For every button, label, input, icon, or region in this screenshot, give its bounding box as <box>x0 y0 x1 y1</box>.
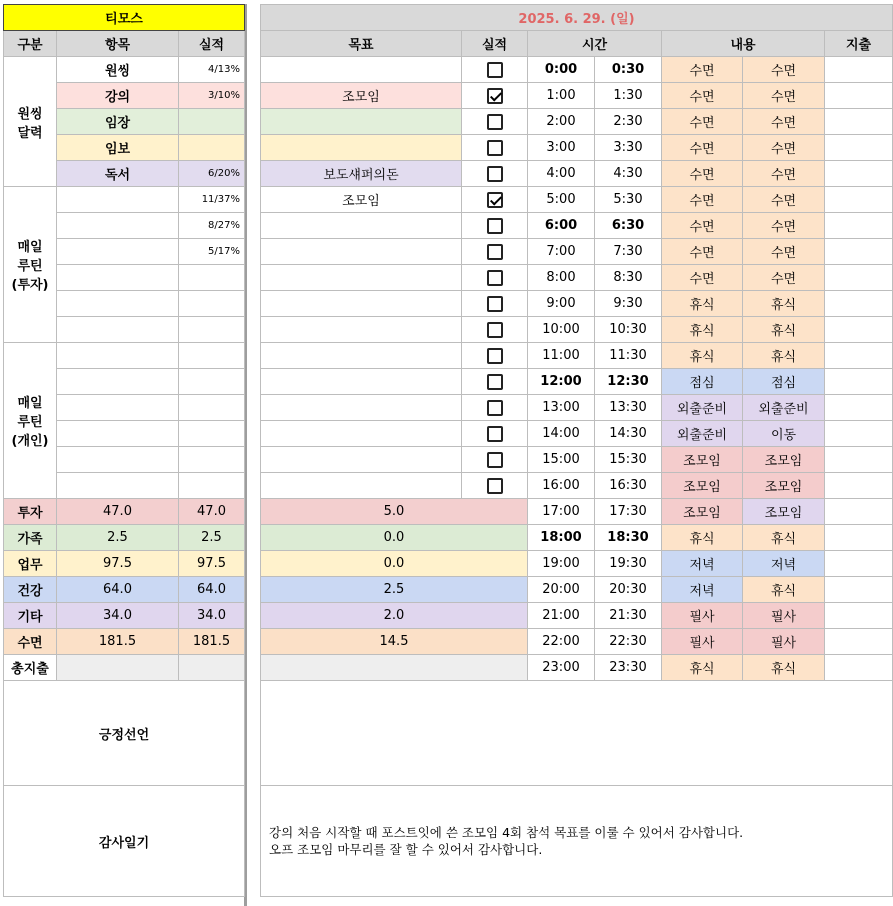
time-half: 10:30 <box>595 317 662 343</box>
schedule-row <box>261 265 893 291</box>
content-first[interactable]: 수면 <box>662 161 743 187</box>
total-category: 건강 <box>4 577 57 603</box>
content-first[interactable]: 조모임 <box>662 447 743 473</box>
content-first[interactable]: 휴식 <box>662 343 743 369</box>
time-half: 2:30 <box>595 109 662 135</box>
content-second[interactable]: 외출준비 <box>743 395 825 421</box>
time-half: 7:30 <box>595 239 662 265</box>
gratitude-text[interactable] <box>261 786 893 897</box>
content-first[interactable]: 외출준비 <box>662 395 743 421</box>
goal-cell[interactable] <box>261 473 462 499</box>
checkbox-empty-icon[interactable] <box>487 140 503 156</box>
schedule-row <box>261 447 893 473</box>
checkbox-cell[interactable] <box>462 395 528 421</box>
left-summary-table <box>3 4 245 897</box>
total-category: 가족 <box>4 525 57 551</box>
total-plan: 181.5 <box>57 629 179 655</box>
time-start: 10:00 <box>528 317 595 343</box>
routine-value <box>179 369 245 395</box>
content-second[interactable]: 조모임 <box>743 499 825 525</box>
time-half: 6:30 <box>595 213 662 239</box>
item-value: 4/13% <box>179 57 245 83</box>
time-start: 2:00 <box>528 109 595 135</box>
time-start: 16:00 <box>528 473 595 499</box>
item-name: 임장 <box>57 109 179 135</box>
goal-cell[interactable] <box>261 655 528 681</box>
spend-cell[interactable] <box>825 473 893 499</box>
content-second[interactable]: 수면 <box>743 213 825 239</box>
item-value: 6/20% <box>179 161 245 187</box>
checkbox-empty-icon[interactable] <box>487 218 503 234</box>
content-first[interactable]: 휴식 <box>662 655 743 681</box>
schedule-row <box>261 57 893 83</box>
goal-cell[interactable] <box>261 135 462 161</box>
routine-item[interactable] <box>57 291 179 317</box>
content-second[interactable]: 필사 <box>743 603 825 629</box>
content-first[interactable]: 저녁 <box>662 577 743 603</box>
routine-item[interactable] <box>57 343 179 369</box>
checkbox-empty-icon[interactable] <box>487 296 503 312</box>
content-first[interactable]: 조모임 <box>662 499 743 525</box>
time-start: 1:00 <box>528 83 595 109</box>
content-second[interactable]: 수면 <box>743 161 825 187</box>
time-half: 9:30 <box>595 291 662 317</box>
content-second[interactable]: 수면 <box>743 109 825 135</box>
checkbox-empty-icon[interactable] <box>487 166 503 182</box>
content-second[interactable]: 휴식 <box>743 577 825 603</box>
spend-cell[interactable] <box>825 213 893 239</box>
time-half: 4:30 <box>595 161 662 187</box>
time-half: 20:30 <box>595 577 662 603</box>
header-spend: 지출 <box>825 31 893 57</box>
time-half: 1:30 <box>595 83 662 109</box>
time-half: 0:30 <box>595 57 662 83</box>
content-first[interactable]: 수면 <box>662 135 743 161</box>
total-actual: 47.0 <box>179 499 245 525</box>
goal-cell[interactable] <box>261 447 462 473</box>
checkbox-cell[interactable] <box>462 187 528 213</box>
routine-value <box>179 421 245 447</box>
routine-value <box>179 291 245 317</box>
routine-value <box>179 343 245 369</box>
affirmation-area[interactable] <box>261 681 893 786</box>
content-second[interactable]: 이동 <box>743 421 825 447</box>
routine-item[interactable] <box>57 317 179 343</box>
time-start: 7:00 <box>528 239 595 265</box>
spend-cell[interactable] <box>825 655 893 681</box>
total-category: 업무 <box>4 551 57 577</box>
routine-value <box>179 265 245 291</box>
routine-item[interactable] <box>57 473 179 499</box>
goal-cell[interactable] <box>261 239 462 265</box>
time-start: 4:00 <box>528 161 595 187</box>
content-first[interactable]: 수면 <box>662 213 743 239</box>
schedule-row <box>261 499 893 525</box>
checkbox-empty-icon[interactable] <box>487 322 503 338</box>
content-first[interactable]: 수면 <box>662 109 743 135</box>
checkbox-cell[interactable] <box>462 317 528 343</box>
schedule-row <box>261 603 893 629</box>
spend-cell[interactable] <box>825 265 893 291</box>
spend-cell[interactable] <box>825 447 893 473</box>
left-header-2: 실적 <box>179 31 245 57</box>
spend-cell[interactable] <box>825 577 893 603</box>
goal-cell[interactable] <box>261 265 462 291</box>
date-header: 2025. 6. 29. (일) <box>261 5 893 31</box>
time-start: 23:00 <box>528 655 595 681</box>
schedule-row <box>261 369 893 395</box>
spend-cell[interactable] <box>825 551 893 577</box>
time-start: 9:00 <box>528 291 595 317</box>
content-second[interactable]: 휴식 <box>743 317 825 343</box>
schedule-row <box>261 395 893 421</box>
time-half: 13:30 <box>595 395 662 421</box>
total-plan: 34.0 <box>57 603 179 629</box>
time-start: 22:00 <box>528 629 595 655</box>
checkbox-cell[interactable] <box>462 109 528 135</box>
content-second[interactable]: 휴식 <box>743 655 825 681</box>
total-category: 기타 <box>4 603 57 629</box>
content-first[interactable]: 수면 <box>662 265 743 291</box>
time-start: 5:00 <box>528 187 595 213</box>
content-second[interactable]: 휴식 <box>743 291 825 317</box>
time-half: 3:30 <box>595 135 662 161</box>
time-half: 22:30 <box>595 629 662 655</box>
goal-cell[interactable] <box>261 57 462 83</box>
time-half: 12:30 <box>595 369 662 395</box>
content-first[interactable]: 휴식 <box>662 525 743 551</box>
goal-cell[interactable]: 2.5 <box>261 577 528 603</box>
schedule-row <box>261 317 893 343</box>
time-half: 21:30 <box>595 603 662 629</box>
schedule-row <box>261 525 893 551</box>
total-actual: 181.5 <box>179 629 245 655</box>
spend-cell[interactable] <box>825 135 893 161</box>
goal-cell[interactable]: 2.0 <box>261 603 528 629</box>
content-second[interactable]: 조모임 <box>743 447 825 473</box>
time-half: 18:30 <box>595 525 662 551</box>
goal-cell[interactable] <box>261 213 462 239</box>
total-actual: 97.5 <box>179 551 245 577</box>
spend-cell[interactable] <box>825 603 893 629</box>
checkbox-cell[interactable] <box>462 135 528 161</box>
spend-cell[interactable] <box>825 343 893 369</box>
content-second[interactable]: 수면 <box>743 83 825 109</box>
checkbox-cell[interactable] <box>462 343 528 369</box>
total-category: 수면 <box>4 629 57 655</box>
content-first[interactable]: 필사 <box>662 603 743 629</box>
time-start: 17:00 <box>528 499 595 525</box>
time-start: 11:00 <box>528 343 595 369</box>
time-half: 15:30 <box>595 447 662 473</box>
spend-cell[interactable] <box>825 395 893 421</box>
spend-cell[interactable] <box>825 291 893 317</box>
routine-item[interactable] <box>57 395 179 421</box>
routine-item[interactable] <box>57 447 179 473</box>
time-start: 21:00 <box>528 603 595 629</box>
checkbox-cell[interactable] <box>462 161 528 187</box>
schedule-row <box>261 161 893 187</box>
spend-cell[interactable] <box>825 499 893 525</box>
time-start: 18:00 <box>528 525 595 551</box>
checkbox-cell[interactable] <box>462 57 528 83</box>
total-plan: 47.0 <box>57 499 179 525</box>
time-start: 3:00 <box>528 135 595 161</box>
spend-cell[interactable] <box>825 317 893 343</box>
routine-value: 8/27% <box>179 213 245 239</box>
content-second[interactable]: 수면 <box>743 239 825 265</box>
schedule-row <box>261 135 893 161</box>
content-second[interactable]: 저녁 <box>743 551 825 577</box>
spend-cell[interactable] <box>825 109 893 135</box>
time-half: 14:30 <box>595 421 662 447</box>
routine-item[interactable] <box>57 187 179 213</box>
content-first[interactable]: 휴식 <box>662 291 743 317</box>
spend-cell[interactable] <box>825 161 893 187</box>
schedule-row <box>261 83 893 109</box>
header-content: 내용 <box>662 31 825 57</box>
schedule-row <box>261 109 893 135</box>
time-start: 13:00 <box>528 395 595 421</box>
affirmation-label: 긍정선언 <box>4 681 245 786</box>
schedule-row <box>261 343 893 369</box>
goal-cell[interactable] <box>261 421 462 447</box>
checkbox-empty-icon[interactable] <box>487 478 503 494</box>
group-routine-invest-label: 매일 루틴 (투자) <box>4 187 57 343</box>
schedule-row <box>261 213 893 239</box>
goal-cell[interactable] <box>261 369 462 395</box>
goal-cell[interactable] <box>261 291 462 317</box>
spend-cell[interactable] <box>825 83 893 109</box>
content-second[interactable]: 수면 <box>743 265 825 291</box>
routine-item[interactable] <box>57 239 179 265</box>
time-half: 19:30 <box>595 551 662 577</box>
checkbox-empty-icon[interactable] <box>487 62 503 78</box>
content-second[interactable]: 수면 <box>743 135 825 161</box>
spend-cell[interactable] <box>825 239 893 265</box>
content-first[interactable]: 휴식 <box>662 317 743 343</box>
content-second[interactable]: 필사 <box>743 629 825 655</box>
checkbox-cell[interactable] <box>462 473 528 499</box>
checkbox-empty-icon[interactable] <box>487 374 503 390</box>
content-first[interactable]: 수면 <box>662 187 743 213</box>
group-routine-personal-label: 매일 루틴 (개인) <box>4 343 57 499</box>
goal-cell[interactable] <box>261 395 462 421</box>
header-goal: 목표 <box>261 31 462 57</box>
routine-value <box>179 473 245 499</box>
checkbox-empty-icon[interactable] <box>487 244 503 260</box>
routine-item[interactable] <box>57 265 179 291</box>
spend-cell[interactable] <box>825 629 893 655</box>
total-actual: 34.0 <box>179 603 245 629</box>
item-name: 강의 <box>57 83 179 109</box>
time-start: 8:00 <box>528 265 595 291</box>
total-plan: 2.5 <box>57 525 179 551</box>
goal-cell[interactable]: 0.0 <box>261 551 528 577</box>
item-name: 독서 <box>57 161 179 187</box>
time-start: 15:00 <box>528 447 595 473</box>
item-name: 원씽 <box>57 57 179 83</box>
routine-value <box>179 447 245 473</box>
total-spend-value-2 <box>179 655 245 681</box>
total-actual: 64.0 <box>179 577 245 603</box>
goal-cell[interactable] <box>261 343 462 369</box>
routine-value: 11/37% <box>179 187 245 213</box>
checkbox-cell[interactable] <box>462 447 528 473</box>
group-oneshing-label: 원씽 달력 <box>4 57 57 187</box>
goal-cell[interactable]: 14.5 <box>261 629 528 655</box>
checkbox-cell[interactable] <box>462 213 528 239</box>
goal-cell[interactable]: 조모임 <box>261 187 462 213</box>
spend-cell[interactable] <box>825 369 893 395</box>
goal-cell[interactable] <box>261 317 462 343</box>
time-half: 11:30 <box>595 343 662 369</box>
time-start: 20:00 <box>528 577 595 603</box>
time-start: 19:00 <box>528 551 595 577</box>
schedule-row <box>261 473 893 499</box>
checkbox-empty-icon[interactable] <box>487 348 503 364</box>
checkbox-checked-icon[interactable] <box>487 88 503 104</box>
content-second[interactable]: 수면 <box>743 187 825 213</box>
schedule-row <box>261 629 893 655</box>
spend-cell[interactable] <box>825 57 893 83</box>
checkbox-cell[interactable] <box>462 265 528 291</box>
schedule-row <box>261 187 893 213</box>
gratitude-line-2: 오프 조모임 마무리를 잘 할 수 있어서 감사합니다. <box>269 842 543 857</box>
routine-item[interactable] <box>57 369 179 395</box>
gratitude-label: 감사일기 <box>4 786 245 897</box>
time-start: 6:00 <box>528 213 595 239</box>
content-second[interactable]: 휴식 <box>743 343 825 369</box>
planner-title: 티모스 <box>4 5 245 31</box>
item-value <box>179 109 245 135</box>
routine-value <box>179 317 245 343</box>
item-value <box>179 135 245 161</box>
content-first[interactable]: 조모임 <box>662 473 743 499</box>
schedule-row <box>261 291 893 317</box>
header-actual: 실적 <box>462 31 528 57</box>
content-first[interactable]: 필사 <box>662 629 743 655</box>
checkbox-cell[interactable] <box>462 83 528 109</box>
total-plan: 97.5 <box>57 551 179 577</box>
time-half: 16:30 <box>595 473 662 499</box>
content-first[interactable]: 수면 <box>662 239 743 265</box>
spend-cell[interactable] <box>825 525 893 551</box>
checkbox-empty-icon[interactable] <box>487 452 503 468</box>
content-first[interactable]: 점심 <box>662 369 743 395</box>
time-start: 0:00 <box>528 57 595 83</box>
time-half: 17:30 <box>595 499 662 525</box>
schedule-row <box>261 239 893 265</box>
content-first[interactable]: 저녁 <box>662 551 743 577</box>
content-second[interactable]: 휴식 <box>743 525 825 551</box>
routine-value <box>179 395 245 421</box>
checkbox-checked-icon[interactable] <box>487 192 503 208</box>
total-spend-label: 총지출 <box>4 655 57 681</box>
goal-cell[interactable]: 조모임 <box>261 83 462 109</box>
content-first[interactable]: 외출준비 <box>662 421 743 447</box>
gratitude-line-1: 강의 처음 시작할 때 포스트잇에 쓴 조모임 4회 참석 목표를 이룰 수 있어서 감사합니다. <box>269 825 744 840</box>
checkbox-cell[interactable] <box>462 369 528 395</box>
schedule-row <box>261 577 893 603</box>
routine-item[interactable] <box>57 421 179 447</box>
goal-cell[interactable]: 5.0 <box>261 499 528 525</box>
routine-item[interactable] <box>57 213 179 239</box>
checkbox-cell[interactable] <box>462 239 528 265</box>
item-value: 3/10% <box>179 83 245 109</box>
total-spend-value <box>57 655 179 681</box>
left-header-0: 구분 <box>4 31 57 57</box>
goal-cell[interactable]: 0.0 <box>261 525 528 551</box>
time-start: 14:00 <box>528 421 595 447</box>
spend-cell[interactable] <box>825 187 893 213</box>
content-second[interactable]: 수면 <box>743 57 825 83</box>
content-first[interactable]: 수면 <box>662 57 743 83</box>
checkbox-cell[interactable] <box>462 291 528 317</box>
content-second[interactable]: 점심 <box>743 369 825 395</box>
time-start: 12:00 <box>528 369 595 395</box>
left-header-1: 항목 <box>57 31 179 57</box>
spend-cell[interactable] <box>825 421 893 447</box>
checkbox-empty-icon[interactable] <box>487 400 503 416</box>
content-first[interactable]: 수면 <box>662 83 743 109</box>
schedule-row <box>261 421 893 447</box>
goal-cell[interactable] <box>261 109 462 135</box>
header-time: 시간 <box>528 31 662 57</box>
time-half: 23:30 <box>595 655 662 681</box>
routine-value: 5/17% <box>179 239 245 265</box>
total-category: 투자 <box>4 499 57 525</box>
checkbox-empty-icon[interactable] <box>487 114 503 130</box>
schedule-row <box>261 655 893 681</box>
total-actual: 2.5 <box>179 525 245 551</box>
item-name: 임보 <box>57 135 179 161</box>
total-plan: 64.0 <box>57 577 179 603</box>
checkbox-cell[interactable] <box>462 421 528 447</box>
goal-cell[interactable]: 보도섀퍼의돈 <box>261 161 462 187</box>
checkbox-empty-icon[interactable] <box>487 426 503 442</box>
time-half: 8:30 <box>595 265 662 291</box>
checkbox-empty-icon[interactable] <box>487 270 503 286</box>
content-second[interactable]: 조모임 <box>743 473 825 499</box>
schedule-row <box>261 551 893 577</box>
daily-schedule-table <box>260 4 893 897</box>
time-half: 5:30 <box>595 187 662 213</box>
